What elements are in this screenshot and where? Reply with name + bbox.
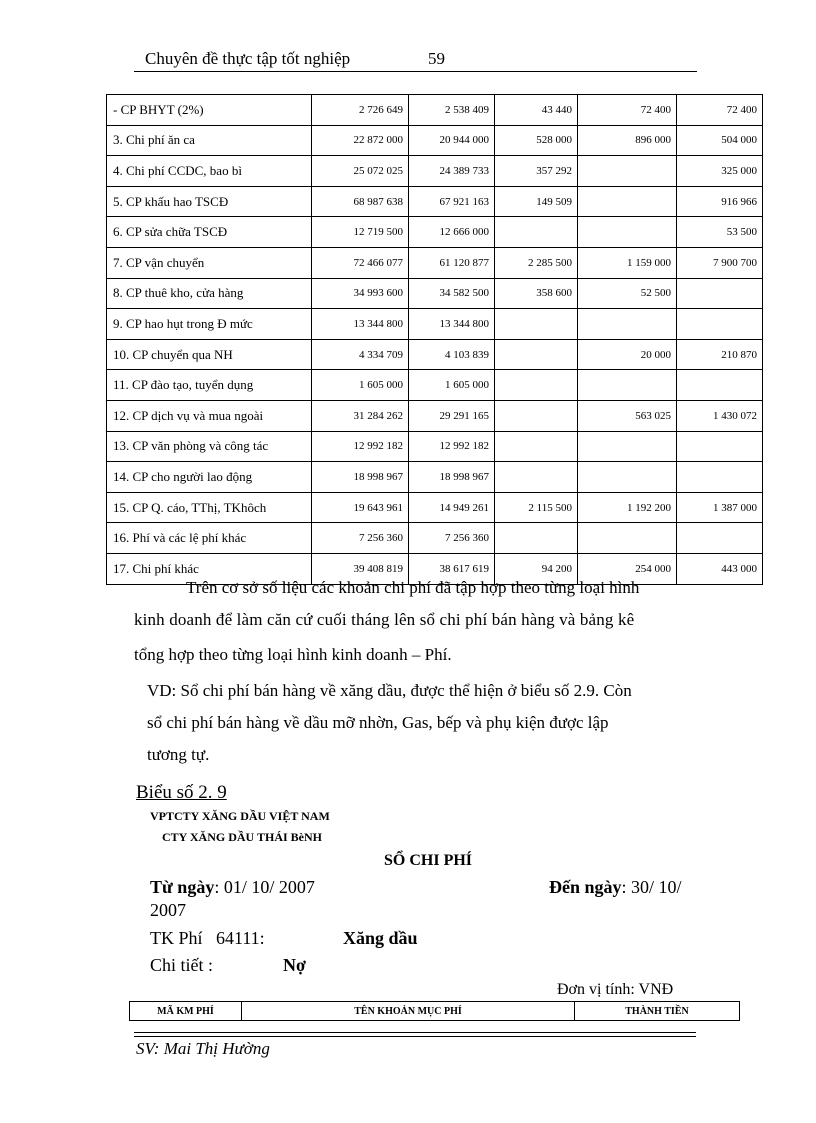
row-value: 2 115 500 [495,492,578,523]
row-value: 12 992 182 [409,431,495,462]
row-label: 7. CP vận chuyển [107,247,312,278]
row-value: 528 000 [495,125,578,156]
row-value: 29 291 165 [409,400,495,431]
row-value: 20 000 [578,339,677,370]
row-value: 12 666 000 [409,217,495,248]
row-label: 4. Chi phí CCDC, bao bì [107,156,312,187]
row-value: 72 400 [677,95,763,126]
row-value: 43 440 [495,95,578,126]
row-value: 34 582 500 [409,278,495,309]
ledger-header-table [129,1001,740,1021]
row-value: 149 509 [495,186,578,217]
table-row [107,309,763,340]
ledger-col-code: MÃ KM PHÍ [130,1002,242,1021]
row-value [578,462,677,493]
row-value [677,309,763,340]
row-value: 7 256 360 [312,523,409,554]
row-value: 896 000 [578,125,677,156]
org-parent: VPTCTY XĂNG DẦU VIỆT NAM [150,809,330,823]
row-value [495,400,578,431]
row-value: 72 400 [578,95,677,126]
row-value [495,431,578,462]
from-value: : 01/ 10/ 2007 [214,877,315,897]
to-value: : 30/ 10/ [621,877,682,897]
table-row [107,186,763,217]
row-label: 5. CP khấu hao TSCĐ [107,186,312,217]
row-label: 16. Phí và các lệ phí khác [107,523,312,554]
row-value [677,523,763,554]
row-value: 2 726 649 [312,95,409,126]
bieu-so-label: Biểu số 2. 9 [136,782,227,803]
row-value: 52 500 [578,278,677,309]
table-row [107,217,763,248]
paragraph2-line2: sổ chi phí bán hàng về dầu mỡ nhờn, Gas, bếp và phụ kiện được lập [147,713,609,732]
row-label: - CP BHYT (2%) [107,95,312,126]
table-row [107,431,763,462]
row-value [495,523,578,554]
row-label: 13. CP văn phòng và công tác [107,431,312,462]
row-label: 8. CP thuê kho, cửa hàng [107,278,312,309]
row-value: 13 344 800 [312,309,409,340]
table-row [107,156,763,187]
row-value: 94 200 [495,553,578,584]
row-value: 18 998 967 [409,462,495,493]
row-value: 357 292 [495,156,578,187]
row-value: 358 600 [495,278,578,309]
row-value: 1 159 000 [578,247,677,278]
document-title: SỔ CHI PHÍ [384,852,473,869]
row-value [578,186,677,217]
row-value: 2 285 500 [495,247,578,278]
row-label: 3. Chi phí ăn ca [107,125,312,156]
row-value: 916 966 [677,186,763,217]
detail-value: Nợ [283,955,306,975]
row-value: 1 387 000 [677,492,763,523]
unit-label: Đơn vị tính: VNĐ [557,981,674,998]
row-value: 1 430 072 [677,400,763,431]
row-value: 254 000 [578,553,677,584]
row-value: 18 998 967 [312,462,409,493]
table-row [107,492,763,523]
row-value: 4 334 709 [312,339,409,370]
row-value: 53 500 [677,217,763,248]
ledger-col-amount: THÀNH TIỀN [575,1002,740,1021]
row-value: 19 643 961 [312,492,409,523]
row-value [578,370,677,401]
row-value: 25 072 025 [312,156,409,187]
to-label: Đến ngày [549,877,622,897]
detail-label: Chi tiết : [150,955,213,975]
row-value: 504 000 [677,125,763,156]
row-value: 22 872 000 [312,125,409,156]
row-value: 210 870 [677,339,763,370]
period-to [549,877,682,898]
row-value [495,217,578,248]
row-value [578,309,677,340]
row-value: 68 987 638 [312,186,409,217]
row-value: 14 949 261 [409,492,495,523]
account-value: Xăng dầu [343,928,418,948]
period-to-year: 2007 [150,900,186,920]
row-label: 14. CP cho người lao động [107,462,312,493]
row-value: 13 344 800 [409,309,495,340]
table-row [107,400,763,431]
paragraph1-line2: kinh doanh để làm căn cứ cuối tháng lên sổ chi phí bán hàng và bảng kê [134,610,635,629]
row-label: 12. CP dịch vụ và mua ngoài [107,400,312,431]
org-company: CTY XĂNG DẦU THÁI BèNH [162,830,323,844]
page-number: 59 [428,49,445,68]
row-value [495,370,578,401]
row-label: 15. CP Q. cáo, TThị, TKhôch [107,492,312,523]
from-label: Từ ngày [150,877,215,897]
row-value: 24 389 733 [409,156,495,187]
paragraph2-line1: VD: Sổ chi phí bán hàng về xăng dầu, được thể hiện ở biểu số 2.9. Còn [147,681,632,700]
period-from [150,877,315,898]
row-value: 1 605 000 [409,370,495,401]
row-label: 10. CP chuyển qua NH [107,339,312,370]
ledger-col-name: TÊN KHOẢN MỤC PHÍ [242,1002,575,1021]
row-label: 11. CP đào tạo, tuyển dụng [107,370,312,401]
row-value: 34 993 600 [312,278,409,309]
row-value: 4 103 839 [409,339,495,370]
table-row [107,278,763,309]
row-value [578,431,677,462]
header-rule [134,71,697,72]
row-value: 2 538 409 [409,95,495,126]
table-row [107,370,763,401]
row-value [578,523,677,554]
header-title: Chuyên đề thực tập tốt nghiệp [145,49,351,68]
row-value [495,309,578,340]
row-value: 7 900 700 [677,247,763,278]
row-value [677,370,763,401]
paragraph1-line1: Trên cơ sở số liệu các khoản chi phí đã tập hợp theo từng loại hình [186,578,640,597]
row-value: 325 000 [677,156,763,187]
table-row [107,523,763,554]
row-label: 9. CP hao hụt trong Đ mức [107,309,312,340]
row-value [578,156,677,187]
table-row [107,125,763,156]
row-label: 17. Chi phí khác [107,553,312,584]
row-value: 31 284 262 [312,400,409,431]
row-value: 20 944 000 [409,125,495,156]
row-value: 38 617 619 [409,553,495,584]
row-value: 72 466 077 [312,247,409,278]
row-label: 6. CP sửa chữa TSCĐ [107,217,312,248]
row-value: 443 000 [677,553,763,584]
table-row [107,95,763,126]
row-value [677,462,763,493]
table-row [107,247,763,278]
row-value: 563 025 [578,400,677,431]
row-value: 61 120 877 [409,247,495,278]
row-value [677,431,763,462]
row-value [495,462,578,493]
paragraph1-line3: tổng hợp theo từng loại hình kinh doanh – Phí. [134,645,452,664]
row-value: 1 605 000 [312,370,409,401]
row-value: 39 408 819 [312,553,409,584]
footer-double-rule [134,1032,696,1037]
row-value [677,278,763,309]
row-value: 12 992 182 [312,431,409,462]
footer-author: SV: Mai Thị Hường [136,1039,270,1058]
paragraph2-line3: tương tự. [147,745,210,764]
row-value: 1 192 200 [578,492,677,523]
row-value [495,339,578,370]
cost-table [106,94,763,585]
table-row [107,339,763,370]
row-value: 7 256 360 [409,523,495,554]
account-label: TK Phí 64111: [150,928,265,948]
row-value: 67 921 163 [409,186,495,217]
row-value: 12 719 500 [312,217,409,248]
row-value [578,217,677,248]
table-row [107,462,763,493]
